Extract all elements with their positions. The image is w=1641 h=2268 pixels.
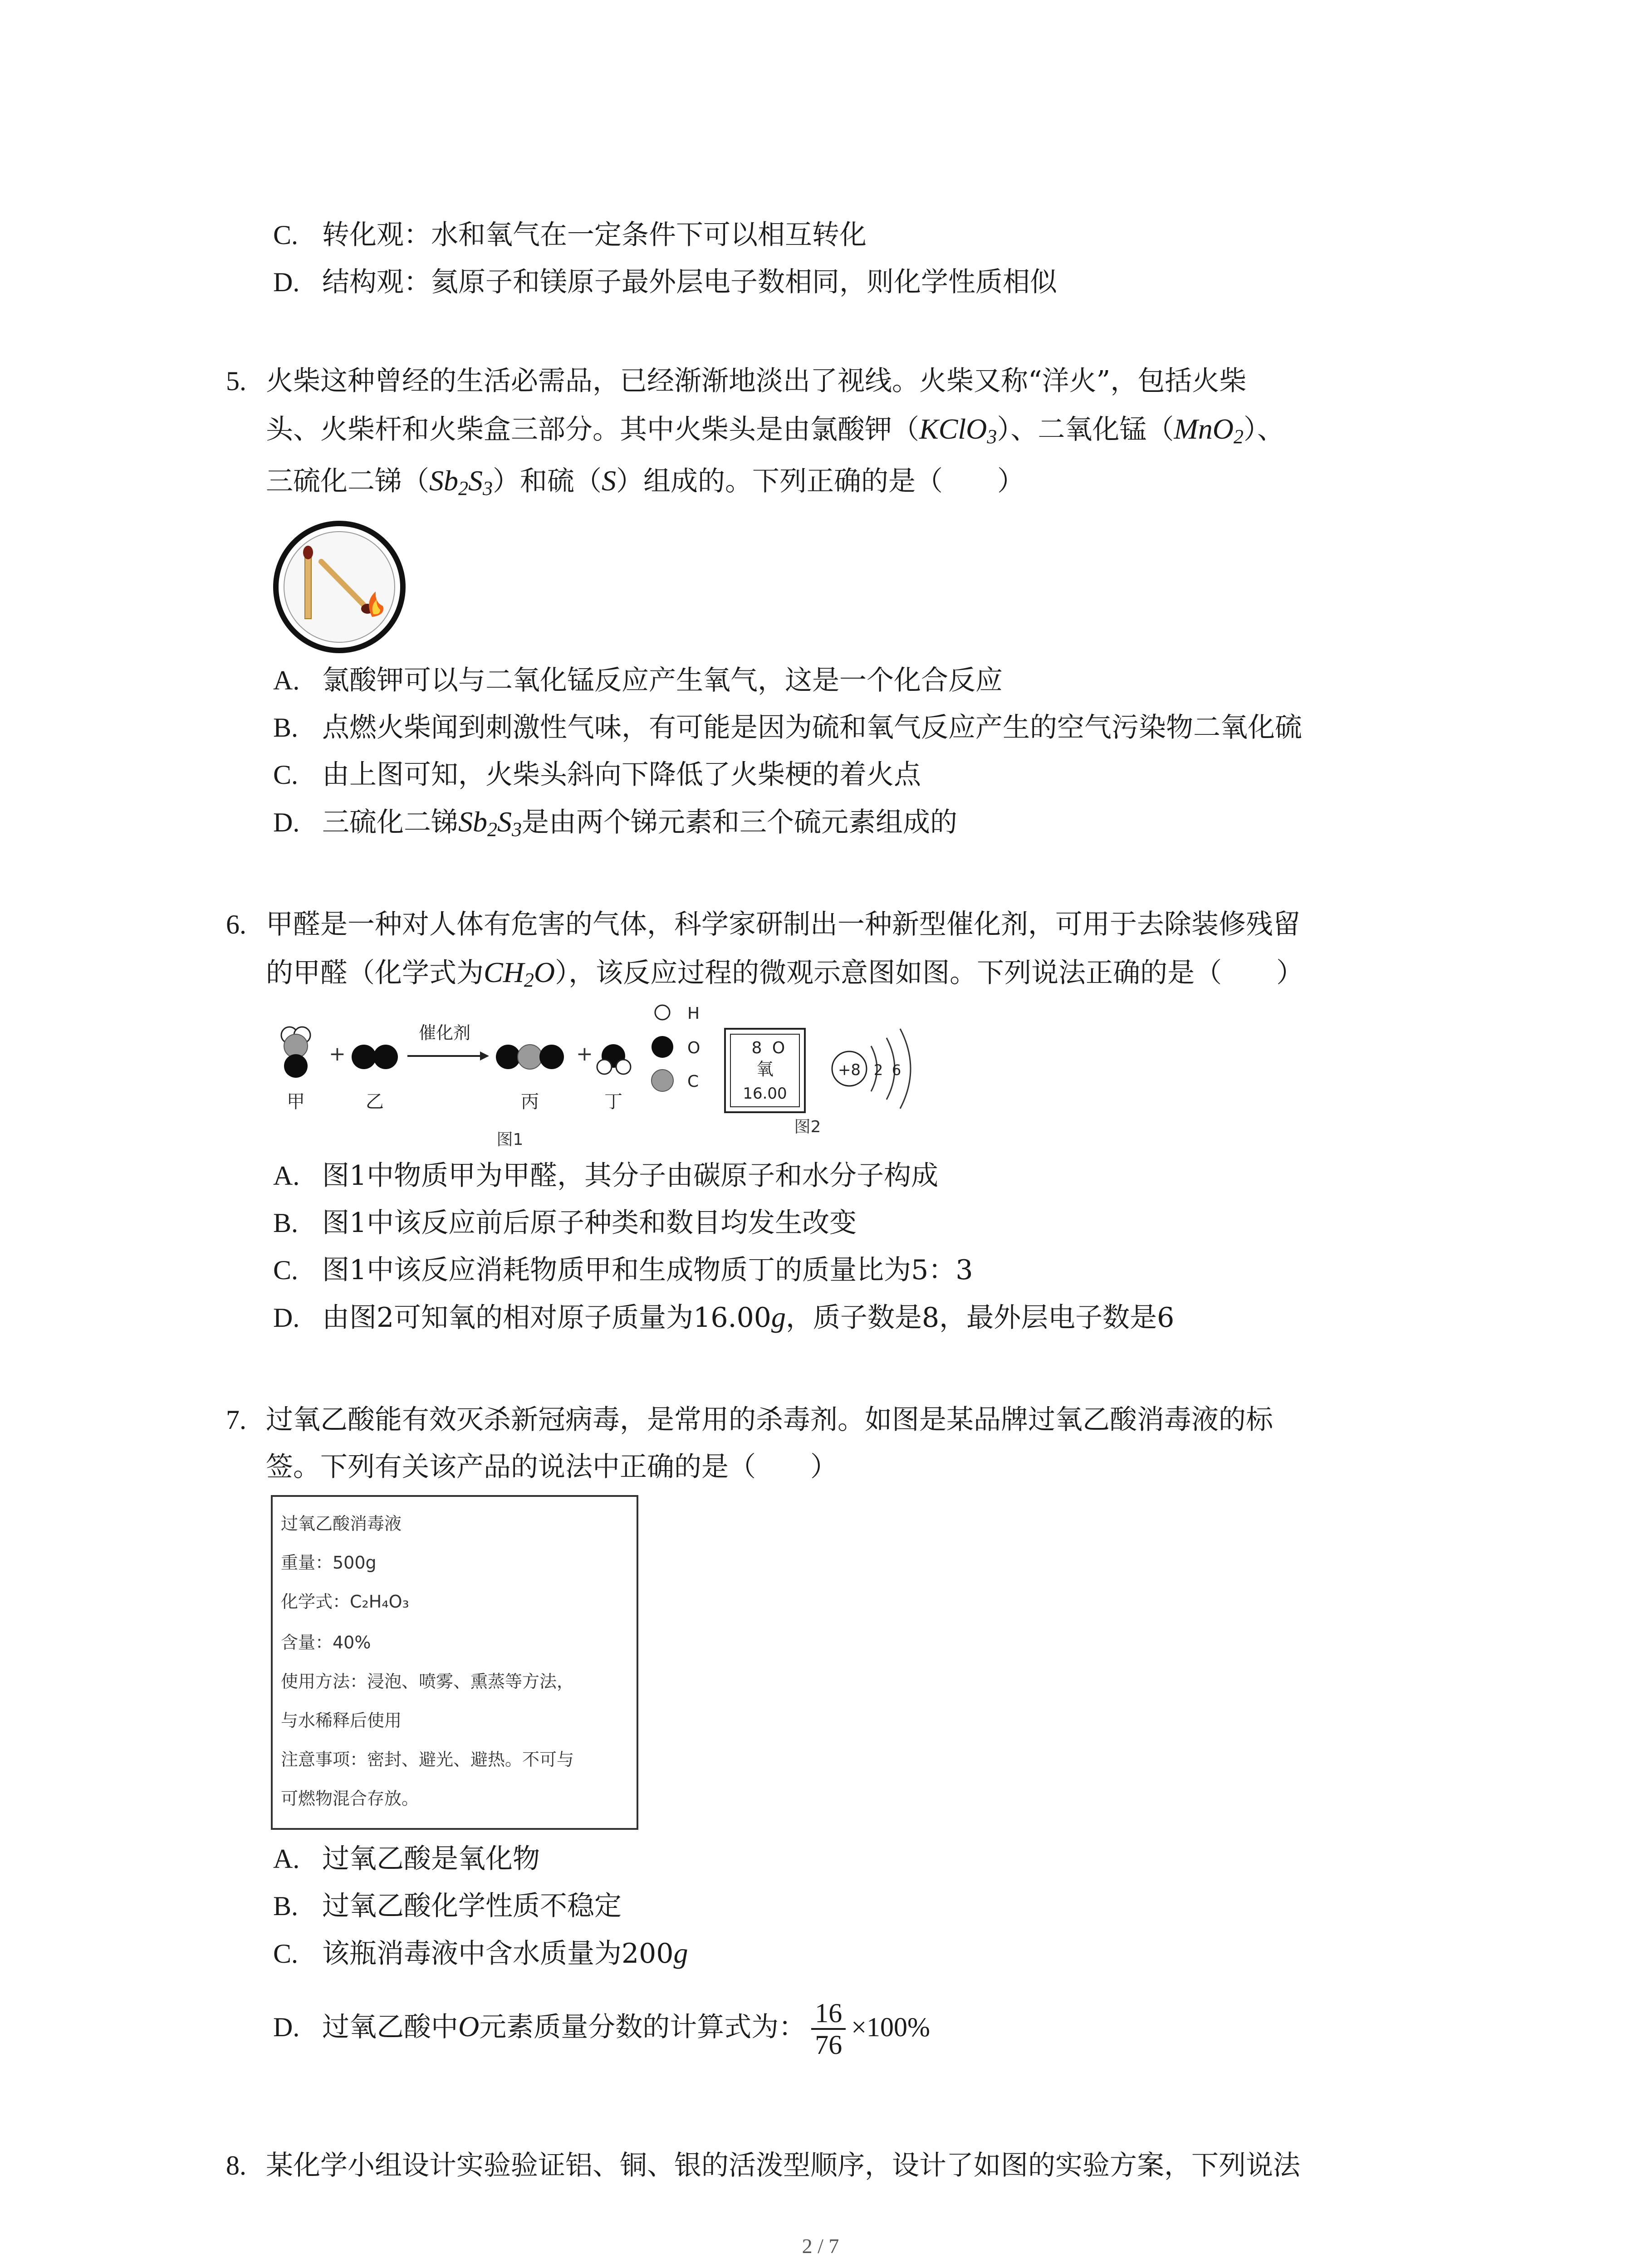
svg-text:6: 6: [892, 1061, 901, 1079]
q7-option-c: [273, 1935, 688, 1972]
formula-ch2o: $CH_2O$: [484, 956, 555, 991]
q4-option-c: [273, 217, 867, 253]
option-text: 三硫化二锑: [322, 807, 458, 838]
label-ding: 丁: [604, 1091, 622, 1112]
option-text: 过氧乙酸化学性质不稳定: [322, 1890, 622, 1922]
option-text: 由上图可知，火柴头斜向下降低了火柴梗的着火点: [322, 759, 921, 791]
label-yi: 乙: [366, 1091, 384, 1112]
page-number: 2 / 7: [802, 2234, 839, 2258]
question-text: ），该反应过程的微观示意图如图。下列说法正确的是（ ）: [555, 957, 1304, 989]
q6-option-c: [273, 1252, 973, 1288]
unit: g: [771, 1301, 786, 1333]
option-letter: D.: [273, 1303, 300, 1333]
option-letter: C.: [273, 1939, 299, 1969]
option-letter: D.: [273, 807, 300, 837]
question-text: 头、火柴杆和火柴盒三部分。其中火柴头是由氯酸钾（: [266, 414, 919, 445]
catalyst-label: 催化剂: [418, 1023, 471, 1043]
option-text: 该瓶消毒液中含水质量为200: [322, 1938, 674, 1970]
label-jia: 甲: [287, 1091, 305, 1112]
svg-text:+8: +8: [838, 1061, 861, 1079]
unit: g: [673, 1937, 688, 1969]
q5-line-2: [266, 411, 1284, 455]
option-letter: C.: [273, 760, 299, 790]
svg-text:O: O: [772, 1039, 785, 1057]
q5-option-b: [273, 709, 1302, 746]
svg-text:C: C: [687, 1072, 699, 1091]
q6-option-a: [273, 1158, 938, 1194]
formula-sb2s3: $Sb_2S_3$: [458, 806, 522, 841]
label-weight: 重量：500g: [281, 1553, 377, 1573]
option-text: ，质子数是8，最外层电子数是6: [785, 1302, 1175, 1334]
svg-text:16.00: 16.00: [743, 1085, 787, 1103]
option-text: 图1中物质甲为甲醛，其分子由碳原子和水分子构成: [322, 1160, 939, 1192]
fraction-numerator: 16: [811, 1998, 846, 2030]
question-text: ）和硫（: [493, 465, 602, 497]
option-text: 由图2可知氧的相对原子质量为16.00: [322, 1302, 771, 1334]
question-text: ）、二氧化锰（: [997, 414, 1174, 445]
q4-option-d: [273, 264, 1057, 300]
q6-line-1: [226, 906, 1300, 943]
option-text: 元素质量分数的计算式为：: [479, 2011, 806, 2043]
q5-line-3: [266, 463, 1024, 507]
label-content: 含量：40%: [281, 1633, 371, 1652]
question-text: 三硫化二锑（: [266, 465, 429, 497]
question-number: 5.: [226, 366, 246, 396]
option-letter: C.: [273, 1255, 299, 1285]
question-number: 7.: [226, 1405, 246, 1435]
formula-s: S: [602, 464, 616, 497]
q6-option-b: [273, 1205, 857, 1241]
q5-option-d: [273, 804, 957, 848]
label-title: 过氧乙酸消毒液: [281, 1514, 402, 1534]
option-letter: A.: [273, 1161, 300, 1191]
molecule-ding: [597, 1044, 631, 1074]
option-text: 图1中该反应前后原子种类和数目均发生改变: [322, 1207, 857, 1239]
fraction: [811, 1998, 846, 2060]
option-letter: D.: [273, 2012, 300, 2042]
formula-mno2: MnO$_2$: [1174, 413, 1244, 448]
q5-option-c: [273, 757, 921, 793]
option-text: 结构观：氦原子和镁原子最外层电子数相同，则化学性质相似: [322, 266, 1057, 298]
svg-text:2: 2: [873, 1061, 883, 1079]
molecule-jia: [281, 1027, 310, 1078]
question-text: 甲醛是一种对人体有危害的气体，科学家研制出一种新型催化剂，可用于去除装修残留: [266, 909, 1300, 940]
label-notice: 注意事项：密封、避光、避热。不可与: [281, 1750, 574, 1769]
plus-sign: +: [576, 1042, 593, 1066]
option-text: 转化观：水和氧气在一定条件下可以相互转化: [322, 219, 867, 251]
molecule-yi: [352, 1045, 398, 1069]
oxygen-atom-structure: [832, 1029, 911, 1109]
question-number: 8.: [226, 2151, 246, 2180]
q5-line-1: [226, 363, 1246, 399]
q7-option-b: [273, 1888, 622, 1924]
formula-kclo3: KClO$_3$: [919, 413, 997, 448]
q7-option-d: [273, 1995, 930, 2060]
match-stick-upright: [305, 555, 311, 619]
formula-sb2s3: $Sb_2S_3$: [429, 464, 493, 499]
q8-line-1: [226, 2147, 1300, 2184]
match-illustration: [271, 520, 407, 656]
option-letter: A.: [273, 1844, 300, 1874]
question-text: 签。下列有关该产品的说法中正确的是（ ）: [266, 1451, 838, 1483]
label-usage: 与水稀释后使用: [281, 1711, 402, 1730]
question-text: ）组成的。下列正确的是（ ）: [616, 465, 1024, 497]
q7-line-1: [226, 1402, 1273, 1438]
option-letter: C.: [273, 220, 299, 250]
option-letter: B.: [273, 1208, 299, 1238]
option-text: 点燃火柴闻到刺激性气味，有可能是因为硫和氧气反应产生的空气污染物二氧化硫: [322, 712, 1302, 743]
svg-text:氧: 氧: [756, 1059, 774, 1079]
fraction-denominator: 76: [815, 2030, 843, 2060]
element-symbol: O: [458, 2010, 480, 2043]
option-letter: B.: [273, 1891, 299, 1921]
fig2-caption: 图2: [794, 1118, 821, 1136]
q7-line-2: [266, 1449, 838, 1485]
product-label: [271, 1495, 638, 1830]
option-letter: B.: [273, 713, 299, 743]
option-text: 过氧乙酸中: [322, 2011, 458, 2043]
option-text: 氯酸钾可以与二氧化锰反应产生氧气，这是一个化合反应: [322, 665, 1003, 696]
q6-option-d: [273, 1299, 1174, 1336]
label-bing: 丙: [521, 1091, 539, 1112]
option-text: 图1中该反应消耗物质甲和生成物质丁的质量比为5：3: [322, 1254, 973, 1286]
atom-legend: [652, 1004, 700, 1091]
question-text: 火柴这种曾经的生活必需品，已经渐渐地淡出了视线。火柴又称“洋火”，包括火柴: [266, 365, 1247, 397]
element-card-oxygen: [725, 1029, 805, 1112]
option-text: 过氧乙酸是氧化物: [322, 1843, 540, 1875]
label-usage: 使用方法：浸泡、喷雾、熏蒸等方法，: [281, 1672, 574, 1691]
question-text: 过氧乙酸能有效灭杀新冠病毒，是常用的杀毒剂。如图是某品牌过氧乙酸消毒液的标: [266, 1404, 1273, 1436]
question-text: ）、: [1243, 414, 1284, 445]
q5-option-a: [273, 662, 1003, 699]
q7-option-a: [273, 1841, 540, 1877]
q6-line-2: [266, 954, 1303, 998]
svg-text:8: 8: [751, 1039, 762, 1057]
fig1-caption: 图1: [496, 1130, 524, 1149]
label-notice: 可燃物混合存放。: [281, 1789, 419, 1809]
question-number: 6.: [226, 909, 246, 939]
reaction-diagram: [263, 1002, 971, 1152]
molecule-bing: [496, 1045, 564, 1069]
svg-text:H: H: [687, 1004, 700, 1023]
svg-text:O: O: [687, 1039, 700, 1057]
question-text: 的甲醛（化学式为: [266, 957, 484, 989]
option-text: ×100%: [851, 2012, 931, 2042]
plus-sign: +: [329, 1042, 346, 1066]
option-letter: A.: [273, 665, 300, 695]
option-letter: D.: [273, 267, 300, 297]
label-formula: 化学式：C₂H₄O₃: [281, 1592, 409, 1612]
option-text: 是由两个锑元素和三个硫元素组成的: [522, 807, 957, 838]
question-text: 某化学小组设计实验验证铝、铜、银的活泼型顺序，设计了如图的实验方案，下列说法: [266, 2150, 1300, 2181]
